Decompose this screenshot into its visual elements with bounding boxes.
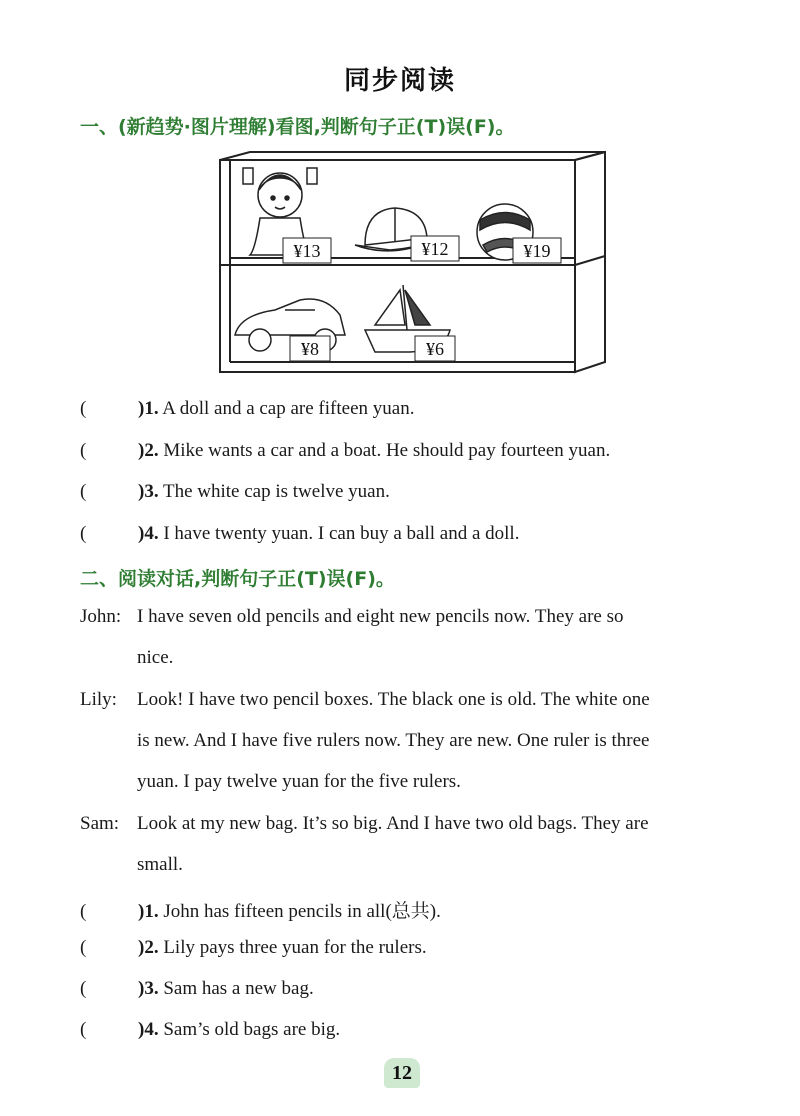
dialogue-line: I have seven old pencils and eight new pencils now. They are so: [137, 606, 624, 627]
speaker-lily: Lily:: [80, 689, 117, 710]
dialogue-line: small.: [137, 854, 183, 875]
dialogue-line: Look! I have two pencil boxes. The black one is old. The white one: [137, 689, 650, 710]
dialogue-line: yuan. I pay twelve yuan for the five rulers.: [137, 771, 461, 792]
price-tag-cap: ¥12: [421, 239, 449, 259]
question-item[interactable]: ( )3. The white cap is twelve yuan.: [80, 481, 390, 502]
question-item[interactable]: ( )4. Sam’s old bags are big.: [80, 1019, 341, 1040]
dialogue-line: nice.: [137, 647, 174, 668]
question-item[interactable]: ( )4. I have twenty yuan. I can buy a ball and a doll.: [80, 523, 520, 544]
section-2-heading: 二、阅读对话,判断句子正(T)误(F)。: [80, 568, 395, 590]
question-item[interactable]: ( )1. A doll and a cap are fifteen yuan.: [80, 398, 415, 419]
toy-shelf-illustration: [215, 150, 610, 375]
price-tag-car: ¥8: [301, 339, 319, 359]
question-item[interactable]: ( )3. Sam has a new bag.: [80, 978, 314, 999]
price-tags: [283, 236, 561, 361]
dialogue-line: Look at my new bag. It’s so big. And I have two old bags. They are: [137, 813, 649, 834]
page-title: 同步阅读: [343, 66, 456, 96]
question-item[interactable]: ( )1. John has fifteen pencils in all(总共).: [80, 901, 441, 922]
dialogue-line: is new. And I have five rulers now. They are new. One ruler is three: [137, 730, 650, 751]
price-tag-doll: ¥13: [293, 241, 321, 261]
question-item[interactable]: ( )2. Mike wants a car and a boat. He should pay fourteen yuan.: [80, 440, 611, 461]
price-tag-ball: ¥19: [523, 241, 551, 261]
question-item[interactable]: ( )2. Lily pays three yuan for the rulers.: [80, 937, 427, 958]
price-tag-boat: ¥6: [426, 339, 444, 359]
page-number: 12: [384, 1058, 420, 1088]
section-1-heading: 一、(新趋势·图片理解)看图,判断句子正(T)误(F)。: [80, 116, 515, 138]
speaker-sam: Sam:: [80, 813, 120, 834]
speaker-john: John:: [80, 606, 122, 627]
